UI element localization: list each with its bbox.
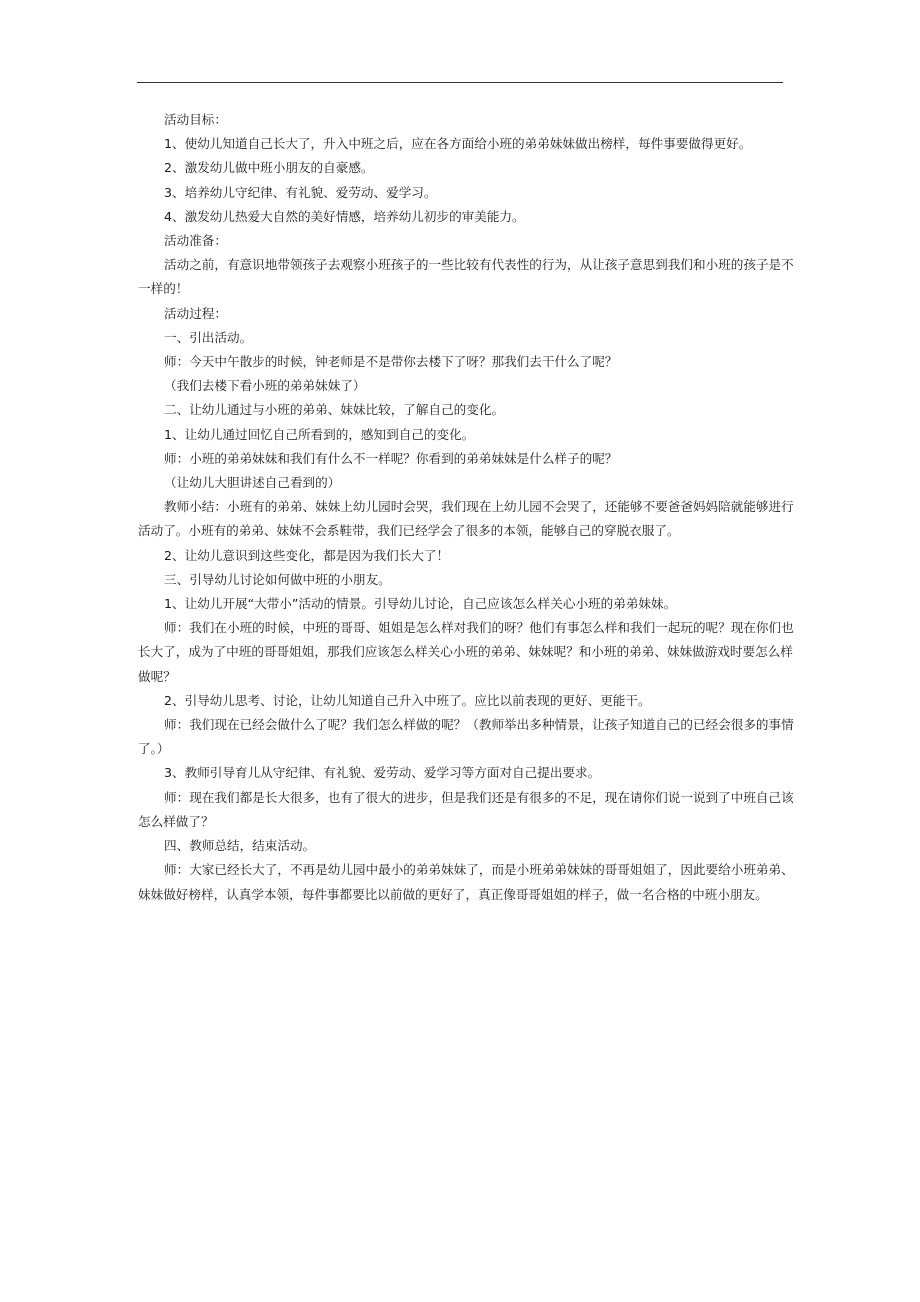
step-heading: 三、引导幼儿讨论如何做中班的小朋友。 [164,571,391,587]
teacher-summary: 教师小结：小班有的弟弟、妹妹上幼儿园时会哭，我们现在上幼儿园不会哭了，还能够不要爸爸妈妈陪就能够进行活动了。小班有的弟弟、妹妹不会系鞋带，我们已经学会了很多的本领，能够自己的穿脱衣服了。 [138,499,794,539]
header-rule [137,82,783,83]
section-heading-process: 活动过程： [164,305,227,321]
document-body [138,108,794,907]
goal-item: 2、激发幼儿做中班小朋友的自豪感。 [164,160,374,176]
response-note: （我们去楼下看小班的弟弟妹妹了） [164,378,366,394]
goal-item: 4、激发幼儿热爱大自然的美好情感，培养幼儿初步的审美能力。 [164,208,525,224]
teacher-line: 师：今天中午散步的时候，钟老师是不是带你去楼下了呀？那我们去干什么了呢？ [164,354,618,370]
goal-item: 3、培养幼儿守纪律、有礼貌、爱劳动、爱学习。 [164,184,437,200]
goal-item: 1、使幼儿知道自己长大了，升入中班之后，应在各方面给小班的弟弟妹妹做出榜样，每件事要做得更好。 [164,136,752,152]
teacher-line: 师：大家已经长大了，不再是幼儿园中最小的弟弟妹妹了，而是小班弟弟妹妹的哥哥姐姐了，因此要给小班弟弟、妹妹做好榜样，认真学本领，每件事都要比以前做的更好了，真正像哥哥姐姐的样子，做一名合格的中班小朋友。 [138,862,794,902]
sub-step: 2、引导幼儿思考、讨论，让幼儿知道自己升入中班了。应比以前表现的更好、更能干。 [164,692,651,708]
section-heading-goals: 活动目标： [164,112,227,127]
teacher-line: 师：我们现在已经会做什么了呢？我们怎么样做的呢？（教师举出多种情景，让孩子知道自己的已经会很多的事情了。） [138,717,794,757]
step-heading: 二、让幼儿通过与小班的弟弟、妹妹比较，了解自己的变化。 [164,402,505,418]
preparation-text: 活动之前，有意识地带领孩子去观察小班孩子的一些比较有代表性的行为，从让孩子意思到我们和小班的孩子是不一样的！ [138,257,794,297]
sub-step: 2、让幼儿意识到这些变化，都是因为我们长大了！ [164,547,450,563]
teacher-line: 师：现在我们都是长大很多，也有了很大的进步，但是我们还是有很多的不足，现在请你们说一说到了中班自己该怎么样做了？ [138,789,794,829]
step-heading: 一、引出活动。 [164,329,253,345]
sub-step: 3、教师引导育儿从守纪律、有礼貌、爱劳动、爱学习等方面对自己提出要求。 [164,765,601,781]
section-heading-preparation: 活动准备： [164,233,227,249]
sub-step: 1、让幼儿通过回忆自己所看到的，感知到自己的变化。 [164,426,475,442]
step-heading: 四、教师总结，结束活动。 [164,838,316,854]
teacher-line: 师：我们在小班的时候，中班的哥哥、姐姐是怎么样对我们的呀？他们有事怎么样和我们一起玩的呢？现在你们也长大了，成为了中班的哥哥姐姐，那我们应该怎么样关心小班的弟弟、妹妹呢？和小班的弟弟、妹妹做游戏时要怎么样做呢？ [138,620,794,684]
teacher-line: 师：小班的弟弟妹妹和我们有什么不一样呢？你看到的弟弟妹妹是什么样子的呢？ [164,450,618,466]
response-note: （让幼儿大胆讲述自己看到的） [164,475,341,491]
sub-step: 1、让幼儿开展“大带小”活动的情景。引导幼儿讨论，自己应该怎么样关心小班的弟弟妹妹。 [164,596,677,612]
